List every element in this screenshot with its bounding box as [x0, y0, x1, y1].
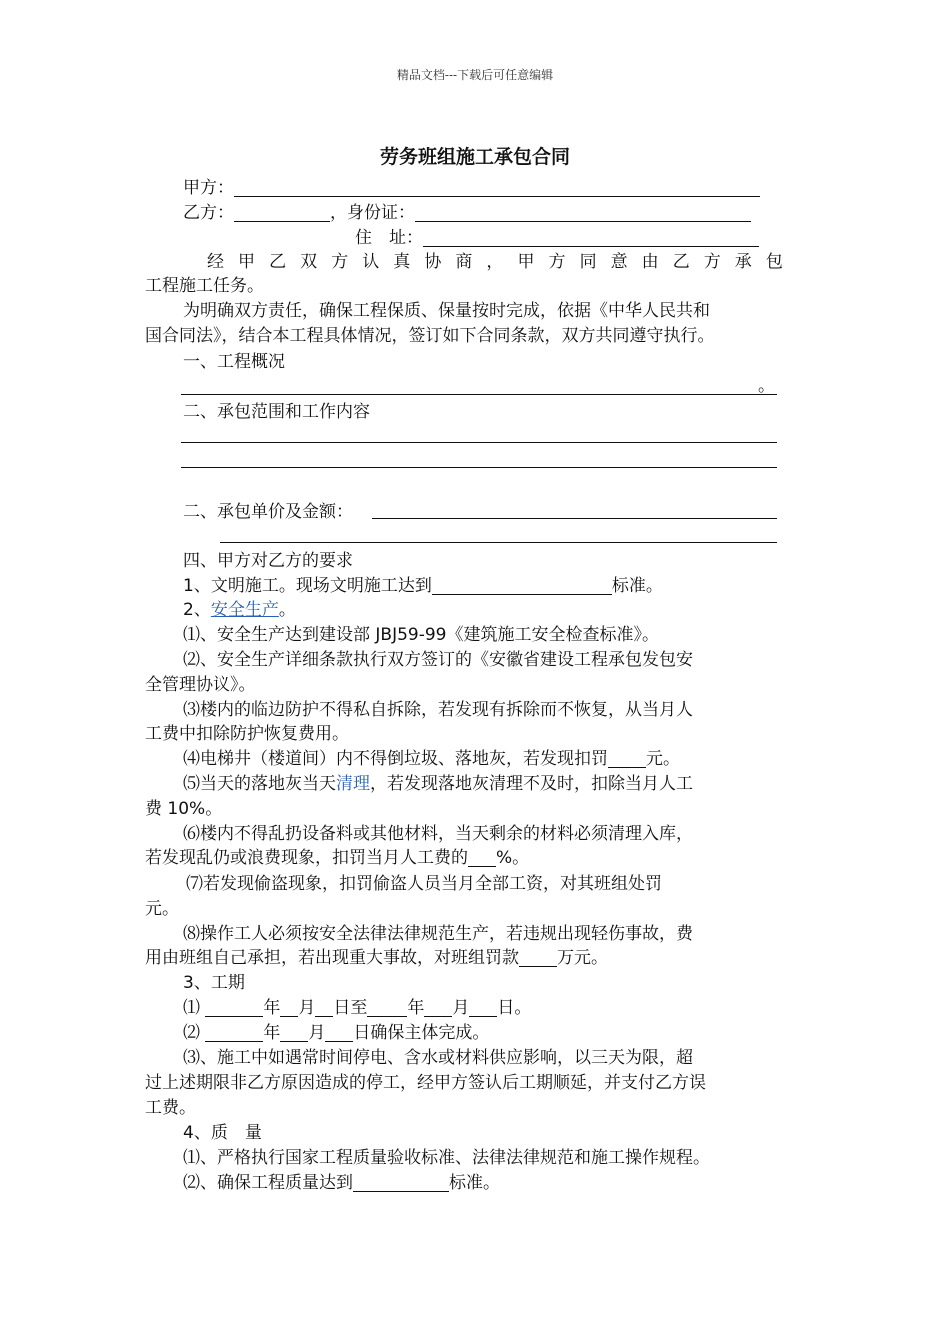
clause-5-line-2: 费 10%。: [145, 799, 223, 819]
year-label: 年: [263, 998, 281, 1018]
id-label: ，身份证：: [330, 203, 415, 223]
quality-2-blank[interactable]: [353, 1173, 449, 1192]
intro-char: 承: [734, 252, 752, 272]
party-a-label: 甲方：: [183, 178, 234, 198]
day-label: 日: [497, 998, 515, 1018]
period-1-year-blank[interactable]: [205, 998, 263, 1017]
section-1-period: 。: [758, 376, 775, 396]
clause-5-text-a: ⑸当天的落地灰当天: [183, 774, 336, 794]
clause-6-line-1: ⑹楼内不得乱扔设备料或其他材料，当天剩余的材料必须清理入库，: [183, 824, 693, 844]
intro-line-2: 工程施工任务。: [145, 276, 264, 296]
period-2-year-blank[interactable]: [205, 1023, 263, 1042]
to-label: 日至: [333, 998, 368, 1018]
intro-char: 方: [703, 252, 721, 272]
intro-char: 真: [393, 252, 411, 272]
address-label: 住 址：: [355, 228, 423, 248]
clause-3-line-1: ⑶楼内的临边防护不得私自拆除，若发现有拆除而不恢复，从当月人: [183, 700, 693, 720]
clause-2-line-1: ⑵、安全生产详细条款执行双方签订的《安徽省建设工程承包发包安: [183, 650, 693, 670]
intro-char: 包: [765, 252, 783, 272]
clause-8-text: 用由班组自己承担，若出现重大事故，对班组罚款: [145, 948, 519, 968]
purpose-line-2: 国合同法》，结合本工程具体情况，签订如下合同条款，双方共同遵守执行。: [145, 326, 715, 346]
section-2-blank-1[interactable]: [181, 442, 777, 443]
cleanup-link[interactable]: 清理: [336, 774, 370, 794]
section-1-blank[interactable]: [181, 394, 777, 395]
period-2-end: 日确保主体完成。: [353, 1023, 490, 1043]
safety-production-link[interactable]: 安全生产: [210, 600, 279, 620]
period-3-line-3: 工费。: [145, 1098, 196, 1118]
intro-char: 方: [331, 252, 349, 272]
clause-5-text-b: ，若发现落地灰清理不及时，扣除当月人工: [370, 774, 693, 794]
month-label: 月: [298, 998, 316, 1018]
clause-4-end: 元。: [646, 749, 680, 769]
intro-char: 双: [300, 252, 318, 272]
clause-4-text: ⑷电梯井（楼道间）内不得倒垃圾、落地灰，若发现扣罚: [183, 749, 608, 769]
clause-8-end: 万元。: [557, 948, 608, 968]
intro-char: 乙: [269, 252, 287, 272]
intro-char: 协: [424, 252, 442, 272]
item-2-end: 。: [278, 600, 296, 620]
clause-8-line-2: [145, 946, 608, 970]
intro-char: 由: [641, 252, 659, 272]
clause-1: ⑴、安全生产达到建设部 JBJ59-99《建筑施工安全检查标准》。: [183, 625, 659, 645]
period-2-month-blank[interactable]: [280, 1023, 308, 1042]
clause-5-line-1: [183, 772, 693, 796]
quality-1: ⑴、严格执行国家工程质量验收标准、法律法律规范和施工操作规程。: [183, 1148, 710, 1168]
clause-8-line-1: ⑻操作工人必须按安全法律法律规范生产，若违规出现轻伤事故，费: [183, 924, 693, 944]
section-3-blank-2[interactable]: [220, 542, 777, 543]
header-note: 精品文档---下载后可任意编辑: [396, 68, 554, 82]
period-1-num: ⑴: [183, 998, 200, 1018]
clause-4: [183, 747, 680, 771]
intro-char: ，: [486, 252, 504, 272]
month-label: 月: [308, 1023, 326, 1043]
intro-char: 乙: [672, 252, 690, 272]
intro-char: 方: [548, 252, 566, 272]
intro-char: 经: [207, 252, 224, 272]
clause-6-end: %。: [496, 848, 530, 868]
address-blank[interactable]: [423, 228, 759, 247]
clause-2-line-2: 全管理协议》。: [145, 675, 256, 695]
item-4-heading: 4、质 量: [183, 1123, 262, 1143]
period-3-line-1: ⑶、施工中如遇常时间停电、含水或材料供应影响，以三天为限，超: [183, 1048, 693, 1068]
intro-char: 同: [579, 252, 597, 272]
period-2-day-blank[interactable]: [325, 1023, 353, 1042]
intro-char: 商: [455, 252, 473, 272]
year-label: 年: [407, 998, 425, 1018]
item-2-num: 2、: [183, 600, 211, 620]
item-1-blank[interactable]: [432, 576, 612, 595]
period-2: [183, 1021, 489, 1045]
clause-6-line-2: [145, 846, 529, 870]
quality-2-end: 标准。: [449, 1173, 500, 1193]
period-1-end-year-blank[interactable]: [367, 998, 407, 1017]
clause-7-line-2: 元。: [145, 899, 179, 919]
party-a-blank[interactable]: [234, 178, 760, 197]
item-1-end: 标准。: [611, 576, 663, 596]
item-2: [183, 598, 296, 622]
clause-7-line-1: ⑺若发现偷盗现象，扣罚偷盗人员当月全部工资，对其班组处罚: [186, 874, 662, 894]
year-label: 年: [263, 1023, 281, 1043]
period-1-end-month-blank[interactable]: [424, 998, 452, 1017]
section-3-heading: 二、承包单价及金额：: [183, 502, 353, 522]
clause-4-blank[interactable]: [608, 749, 646, 768]
period-3-line-2: 过上述期限非乙方原因造成的停工，经甲方签认后工期顺延，并支付乙方误: [145, 1073, 706, 1093]
party-b-label: 乙方：: [183, 203, 234, 223]
party-b-blank[interactable]: [234, 203, 330, 222]
period-1-day-blank[interactable]: [315, 998, 333, 1017]
intro-line-1: [207, 250, 783, 274]
section-4-heading: 四、甲方对乙方的要求: [183, 551, 353, 571]
period-1-period: 。: [514, 998, 532, 1018]
contract-title: 劳务班组施工承包合同: [379, 146, 570, 168]
item-3-heading: 3、工期: [183, 973, 245, 993]
period-1-month-blank[interactable]: [280, 998, 298, 1017]
address-row: [355, 226, 759, 250]
quality-2: [183, 1171, 500, 1195]
period-2-num: ⑵: [183, 1023, 200, 1043]
period-1-end-day-blank[interactable]: [469, 998, 497, 1017]
intro-char: 意: [610, 252, 628, 272]
party-b-row: [183, 201, 751, 225]
section-2-heading: 二、承包范围和工作内容: [183, 402, 370, 422]
section-3-blank-1[interactable]: [372, 518, 777, 519]
month-label: 月: [452, 998, 470, 1018]
clause-6-blank[interactable]: [468, 848, 496, 867]
clause-6-text: 若发现乱仍或浪费现象，扣罚当月人工费的: [145, 848, 468, 868]
item-1: [183, 574, 663, 598]
clause-8-blank[interactable]: [519, 948, 557, 967]
intro-char: 认: [362, 252, 380, 272]
period-1: [183, 996, 531, 1020]
section-2-blank-2[interactable]: [181, 467, 777, 468]
id-blank[interactable]: [415, 203, 751, 222]
clause-3-line-2: 工费中扣除防护恢复费用。: [145, 724, 349, 744]
section-1-heading: 一、工程概况: [183, 352, 285, 372]
intro-char: 甲: [238, 252, 256, 272]
intro-char: 甲: [517, 252, 535, 272]
quality-2-text: ⑵、确保工程质量达到: [183, 1173, 353, 1193]
party-a-row: [183, 176, 760, 200]
purpose-line-1: 为明确双方责任，确保工程保质、保量按时完成，依据《中华人民共和: [183, 301, 710, 321]
item-1-text: 1、文明施工。现场文明施工达到: [183, 576, 432, 596]
